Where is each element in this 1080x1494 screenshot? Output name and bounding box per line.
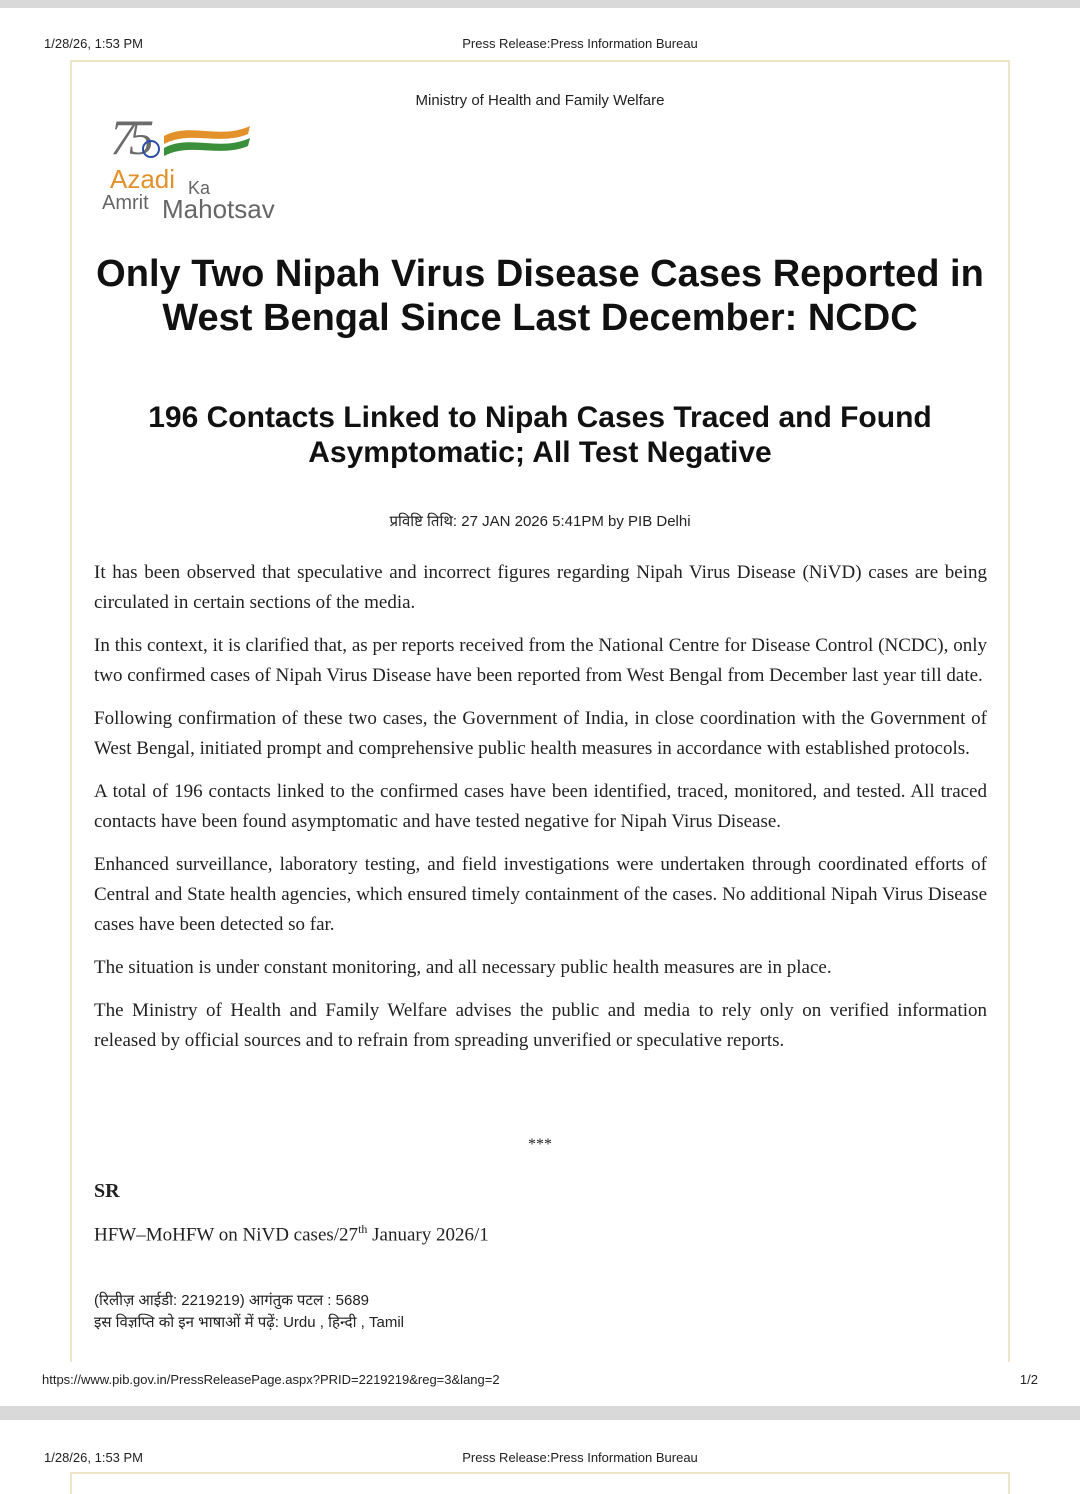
print-timestamp: 1/28/26, 1:53 PM xyxy=(44,1450,144,1465)
press-release-headline: Only Two Nipah Virus Disease Cases Reported in West Bengal Since Last December: NCDC xyxy=(96,253,984,339)
print-header xyxy=(0,1450,1080,1466)
print-timestamp: 1/28/26, 1:53 PM xyxy=(44,36,144,51)
logo-word-amrit: Amrit xyxy=(102,192,149,214)
language-link-tamil[interactable]: Tamil xyxy=(368,1314,404,1331)
language-link-urdu[interactable]: Urdu xyxy=(283,1314,316,1331)
ministry-name: Ministry of Health and Family Welfare xyxy=(415,92,665,109)
body-paragraph: The Ministry of Health and Family Welfare advises the public and media to rely only on verified information released by official sources and to refrain from spreading unverified or speculative reports. xyxy=(94,1000,987,1051)
logo-word-azadi: Azadi xyxy=(110,164,176,194)
print-url: https://www.pib.gov.in/PressReleasePage.aspx?PRID=2219219&reg=3&lang=2 xyxy=(42,1372,500,1387)
ashoka-chakra-icon xyxy=(142,140,160,158)
languages-label: इस विज्ञप्ति को इन भाषाओं में पढ़ें: xyxy=(94,1314,284,1331)
reference-prefix: HFW–MoHFW on NiVD cases/27 xyxy=(94,1224,359,1246)
body-paragraph: A total of 196 contacts linked to the confirmed cases have been identified, traced, monitored, and tested. All traced contacts have been found asymptomatic and have tested negative for Nipah Virus Disease. xyxy=(94,781,987,832)
body-paragraph: Enhanced surveillance, laboratory testing, and field investigations were undertaken through coordinated efforts of Central and State health agencies, which ensured timely containment of the cases. No additional Nipah Virus Disease cases have been detected so far. xyxy=(94,854,987,935)
section-separator: *** xyxy=(528,1136,552,1153)
body-paragraph: In this context, it is clarified that, as per reports received from the National Centre for Disease Control (NCDC), only two confirmed cases of Nipah Virus Disease have been reported from West Bengal from December last year till date. xyxy=(94,635,987,686)
tricolour-flag-icon xyxy=(160,122,252,162)
release-reference xyxy=(94,1222,489,1246)
reference-suffix: January 2026/1 xyxy=(367,1224,489,1246)
azadi-ka-amrit-mahotsav-logo xyxy=(100,108,300,228)
language-links: इस विज्ञप्ति को इन भाषाओं में पढ़ें: Urdu , हिन्दी , Tamil xyxy=(94,1314,404,1331)
body-paragraph: Following confirmation of these two cases, the Government of India, in close coordination with the Government of West Bengal, initiated prompt and comprehensive public health measures in accordance with established protocols. xyxy=(94,708,987,759)
body-paragraph: The situation is under constant monitoring, and all necessary public health measures are in place. xyxy=(94,957,832,978)
print-page-number: 1/2 xyxy=(1019,1372,1038,1387)
press-release-body xyxy=(94,558,987,1069)
release-id-visitor-count: (रिलीज़ आईडी: 2219219) आगंतुक पटल : 5689 xyxy=(94,1292,370,1309)
language-link-hindi[interactable]: हिन्दी xyxy=(328,1314,357,1331)
logo-word-ka: Ka xyxy=(188,178,211,198)
logo-numeral: 75 xyxy=(110,109,148,165)
print-page-2 xyxy=(0,1420,1080,1494)
print-page-title: Press Release:Press Information Bureau xyxy=(462,1450,698,1465)
posted-date: प्रविष्टि तिथि: 27 JAN 2026 5:41PM by PIB Delhi xyxy=(389,513,691,530)
content-frame xyxy=(70,1472,1010,1494)
print-header xyxy=(0,36,1080,52)
print-page-title: Press Release:Press Information Bureau xyxy=(462,36,698,51)
logo-word-mahotsav: Mahotsav xyxy=(162,194,275,224)
press-release-subheadline: 196 Contacts Linked to Nipah Cases Traced and Found Asymptomatic; All Test Negative xyxy=(148,401,932,469)
signoff-initials: SR xyxy=(94,1180,120,1202)
release-info xyxy=(94,1290,404,1334)
body-paragraph: It has been observed that speculative and incorrect figures regarding Nipah Virus Disease (NiVD) cases are being circulated in certain sections of the media. xyxy=(94,562,987,613)
reference-superscript: th xyxy=(358,1222,368,1236)
print-page-1 xyxy=(0,8,1080,1406)
